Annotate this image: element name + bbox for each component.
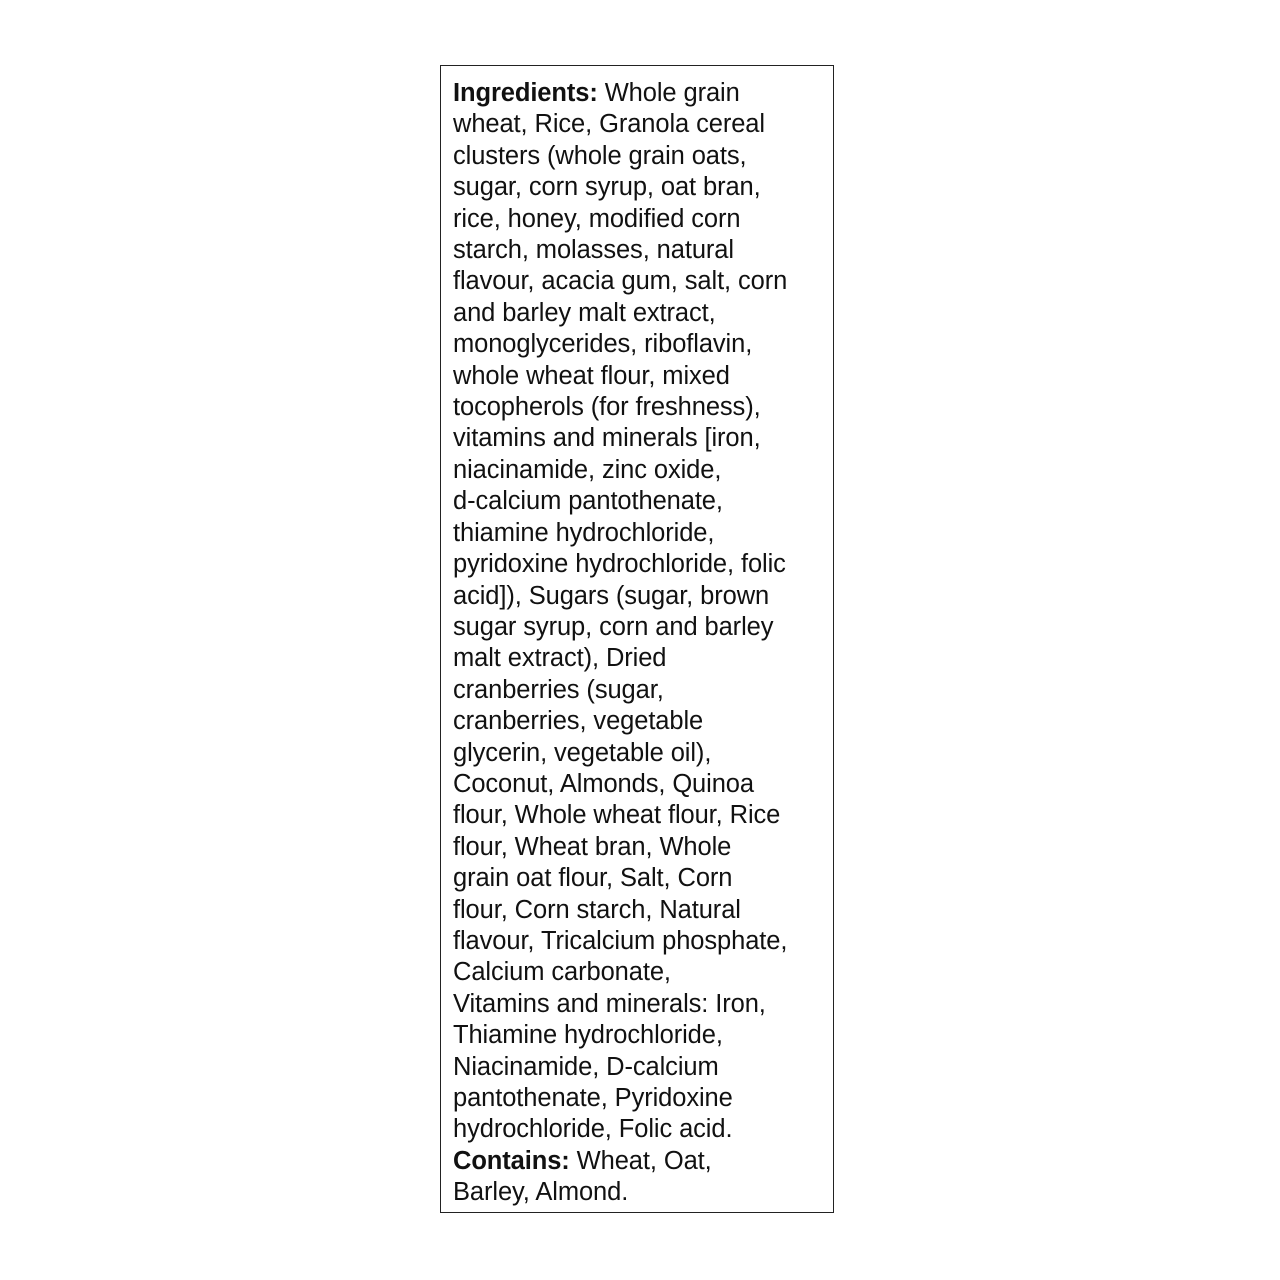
ingredients-line: sugar syrup, corn and barley bbox=[453, 612, 774, 641]
ingredients-line: hydrochloride, Folic acid. bbox=[453, 1115, 733, 1144]
ingredients-line: vitamins and minerals [iron, bbox=[453, 424, 761, 453]
ingredients-line: pantothenate, Pyridoxine bbox=[453, 1084, 733, 1112]
ingredients-heading: Ingredients: bbox=[453, 79, 598, 107]
ingredients-line: malt extract), Dried bbox=[453, 644, 667, 673]
ingredients-line: and barley malt extract, bbox=[453, 298, 716, 327]
ingredients-line bbox=[453, 78, 823, 109]
contains-line: Barley, Almond. bbox=[453, 1178, 629, 1207]
ingredients-line: acid]), Sugars (sugar, brown bbox=[453, 581, 770, 610]
ingredients-line: starch, molasses, natural bbox=[453, 236, 734, 265]
ingredients-line: monoglycerides, riboflavin, bbox=[453, 330, 753, 359]
ingredients-line-text: Whole grain bbox=[597, 79, 740, 107]
ingredients-line: Niacinamide, D-calcium bbox=[453, 1052, 719, 1081]
ingredients-line: niacinamide, zinc oxide, bbox=[453, 455, 722, 484]
ingredients-line: flavour, acacia gum, salt, corn bbox=[453, 267, 788, 296]
ingredients-line: Coconut, Almonds, Quinoa bbox=[453, 769, 754, 798]
ingredients-line: Calcium carbonate, bbox=[453, 958, 671, 987]
ingredients-line: cranberries, vegetable bbox=[453, 707, 704, 736]
ingredients-line: wheat, Rice, Granola cereal bbox=[453, 110, 765, 139]
ingredients-line: flavour, Tricalcium phosphate, bbox=[453, 926, 788, 955]
ingredients-line: pyridoxine hydrochloride, folic bbox=[453, 550, 786, 579]
ingredients-line: flour, Wheat bran, Whole bbox=[453, 832, 732, 861]
contains-line-text: Wheat, Oat, bbox=[569, 1146, 712, 1175]
ingredients-label-box bbox=[440, 65, 834, 1213]
ingredients-line: sugar, corn syrup, oat bran, bbox=[453, 173, 761, 202]
ingredients-line: grain oat flour, Salt, Corn bbox=[453, 864, 733, 893]
ingredients-line: clusters (whole grain oats, bbox=[453, 141, 747, 170]
ingredients-line: glycerin, vegetable oil), bbox=[453, 738, 712, 767]
ingredients-line: Vitamins and minerals: Iron, bbox=[453, 989, 766, 1018]
ingredients-line: flour, Whole wheat flour, Rice bbox=[453, 801, 781, 830]
ingredients-line: tocopherols (for freshness), bbox=[453, 393, 761, 422]
ingredients-line: rice, honey, modified corn bbox=[453, 204, 741, 233]
ingredients-line: cranberries (sugar, bbox=[453, 675, 664, 704]
ingredients-text bbox=[453, 78, 823, 1209]
contains-heading: Contains: bbox=[453, 1146, 570, 1175]
contains-line bbox=[453, 1146, 823, 1177]
ingredients-line: thiamine hydrochloride, bbox=[453, 518, 715, 547]
ingredients-line: Thiamine hydrochloride, bbox=[453, 1021, 723, 1050]
ingredients-line: flour, Corn starch, Natural bbox=[453, 895, 741, 924]
ingredients-line: d-calcium pantothenate, bbox=[453, 487, 723, 516]
ingredients-line: whole wheat flour, mixed bbox=[453, 361, 730, 390]
